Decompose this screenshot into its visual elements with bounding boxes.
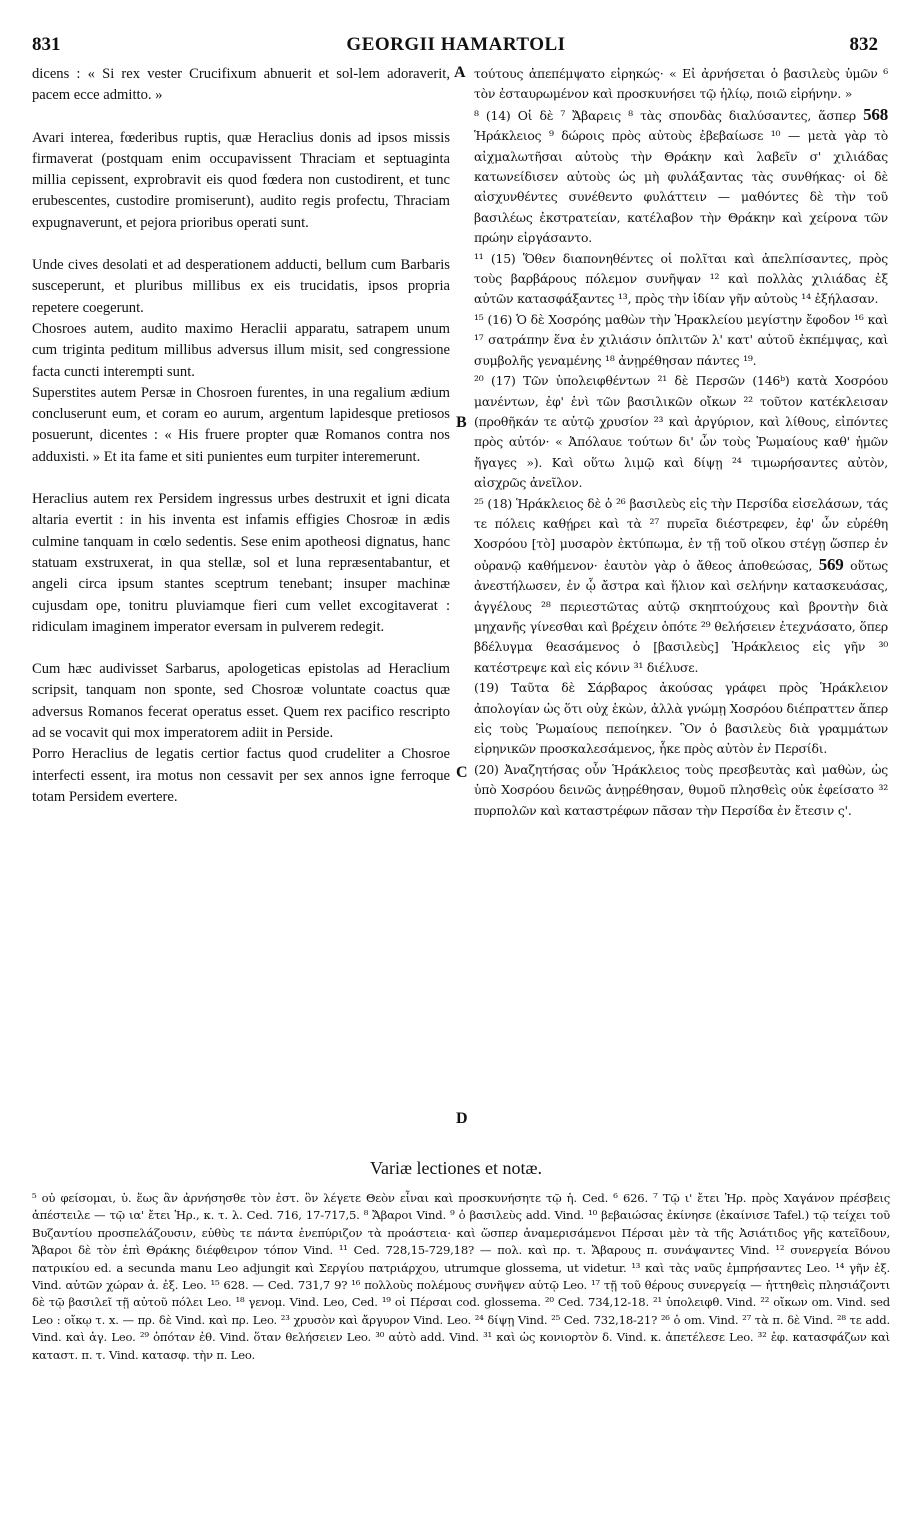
greek-paragraph: ²⁵ (18) Ἡράκλειος δὲ ὁ ²⁶ βασιλεὺς εἰς τὴν Περσίδα εἰσελάσων, τάς τε πόλεις καθῄρει καὶ τὰ ²⁷ πυρεῖα διέστρεφεν, ἐφ' ὧν εὑρέθη Χοσρόου [τὸ] μυσαρὸν ἐκτύπωμα, ἐν τῇ τοῦ οἴκου στέγῃ ὥσπερ ἐν οὐρανῷ καθήμενον· ἑαυτὸν γὰρ ὁ ἄθεος ἀποθεώσας, 569 οὕτως ἀνεστήλωσεν, ἐν ᾧ ἄστρα καὶ ἥλιον καὶ σελήνην κατασκευάσας, ἀγγέλους ²⁸ περιεστῶτας αὐτῷ σκηπτούχους καὶ βροντὴν διὰ μηχανῆς γίνεσθαι καὶ βρέχειν ὁπότε ²⁹ θελήσειεν ἐτεχνάσατο, ὅπερ βδέλυγμα θεασάμενος ὁ [βασιλεὺς] Ἡράκλειος εἰς γῆν ³⁰ κατέστρεψε καὶ εἰς κόνιν ³¹ διέλυσε. <box>474 495 888 675</box>
latin-paragraph: Heraclius autem rex Persidem ingressus urbes destruxit et igni dicata altaria evertit : in his inventa est infamis effigies Chosroæ in ædis culmine tanquam in cœlo sedentis. Sese enim apotheosi dignatus, hanc statuam exstruxerat, in qua stellæ, sol et luna repræsentabantur, et angeli circa ipsum stantes sceptrum tenebant; insuper machinæ cujusdam ope, tonitru pluviamque fieri cum vellet excogitaverat : ridiculam imaginem imperator eversam in pulverem redegit. <box>32 491 450 635</box>
greek-paragraph: (20) Ἀναζητήσας οὖν Ἡράκλειος τοὺς πρεσβευτὰς καὶ μαθὼν, ὡς ὑπὸ Χοσρόου δεινῶς ἀνῃρέθησαν, θυμοῦ πλησθεὶς οὐκ ἐφείσατο ³² πυρπολῶν καὶ καταστρέφων πᾶσαν τὴν Περσίδα ἐν ἔτεσιν ς'. <box>474 761 888 818</box>
greek-paragraph: ¹¹ (15) Ὅθεν διαπονηθέντες οἱ πολῖται καὶ ἀπελπίσαντες, πρὸς τοὺς βαρβάρους πόλεμον συνῆψαν ¹² καὶ πολλὰς χιλιάδας ἐξ αὐτῶν κατασφάξαντες ¹³, πρὸς τὴν ἰδίαν γῆν αὐτοὺς ¹⁴ ἐξήλασαν. <box>474 250 888 307</box>
latin-paragraph: Chosroes autem, audito maximo Heraclii apparatu, satrapem unum cum triginta peditum millibus adversus illum misit, sed congressione facta cuncti interempti sunt. <box>32 320 450 380</box>
page-number-right: 832 <box>849 34 878 55</box>
latin-column <box>32 64 450 808</box>
margin-letter-c: C <box>456 764 468 781</box>
margin-letter-b: B <box>456 414 467 431</box>
page-marker-569: 569 <box>818 554 844 574</box>
page-marker-568: 568 <box>863 104 889 124</box>
notes-text: ⁵ οὐ φείσομαι, ὑ. ἕως ἂν ἀρνήσησθε τὸν ἐστ. ὃν λέγετε Θεὸν εἶναι καὶ προσκυνήσητε τῷ ἡ. Ced. ⁶ 626. ⁷ Τῷ ι' ἔτει Ἡρ. πρὸς Χαγάνον πρέσβεις ἀπέστειλε — τῷ ια' ἔτει Ἡρ., κ. τ. λ. Ced. 716, 17-717,5. ⁸ Ἄβαροι Vind. ⁹ ὁ βασιλεὺς add. Vind. ¹⁰ βεβαιώσας ἐκίνησε (ἐκαίνισε Tafel.) τῷ τείχει τοῦ Βυζαντίου προσπελάζουσιν, εὐθὺς τε πάντα ἐνεπύριζον τὰ προάστεια· καὶ ὥσπερ ἀναμερισάμενοι Πέρσαι μὲν τὰ τῆς Ἀσιάτιδος γῆς κατεῖδουν, Ἄβαροι δὲ τὸν ἐπὶ Θράκης διέφθειρον τόπον Vind. ¹¹ Ced. 728,15-729,18? — πολ. καὶ πρ. τ. Ἄβαρους π. συνάψαντες Vind. ¹² συνεργεία Βόνου πατρικίου ed. a secunda manu Leo adjungit καὶ Σεργίου πατριάρχου, utrumque glossema, ut videtur. ¹³ καὶ τὰς ναῦς ἐμπρήσαντες Leo. ¹⁴ γῆν ἐξ. Vind. αὐτῶν χώραν ἀ. ἐξ. Leo. ¹⁵ 628. — Ced. 731,7 9? ¹⁶ πολλοὺς πολέμους συνῆψεν αὐτῷ Leo. ¹⁷ τῇ τοῦ θέρους συνεργείᾳ — ἡττηθεὶς πλησιάζοντι δὲ τῷ βασιλεῖ τῇ αὐτοῦ πόλει Leo. ¹⁸ γενομ. Vind. Leo, Ced. ¹⁹ οἱ Πέρσαι cod. glossema. ²⁰ Ced. 734,12-18. ²¹ ὑπολειφθ. Vind. ²² οἴκων om. Vind. sed Leo : οἴκῳ τ. x. — πρ. δὲ Vind. καὶ πρ. Leo. ²³ χρυσὸν καὶ ἄργυρον Vind. Leo. ²⁴ δίψῃ Vind. ²⁵ Ced. 732,18-21? ²⁶ ὁ om. Vind. ²⁷ τὰ π. δὲ Vind. ²⁸ τε add. Vind. καὶ ἀγ. Leo. ²⁹ ὁπόταν ἐθ. Vind. ὅταν θελήσειεν Leo. ³⁰ αὐτὸ add. Vind. ³¹ καὶ ὡς κονιορτὸν δ. Vind. κ. ἀπετέλεσε Leo. ³² ἐφ. κατασφάζων καὶ καταστ. π. τ. Vind. κατασφ. τὴν π. Leo. <box>32 1191 890 1362</box>
latin-paragraph: Cum hæc audivisset Sarbarus, apologeticas epistolas ad Heraclium scripsit, tanquam non sponte, sed Chosroæ voluntate coactus quæ adversus Romanos fecerat operatus esset. Quem rex pacifico rescripto ad se vocavit qui mox imperatorem adiit in Perside. <box>32 661 450 742</box>
latin-paragraph: Porro Heraclius de legatis certior factus quod crudeliter a Chosroe interfecti essent, ira motus non cessavit per sex annos igne ferroque totam Persidem evertere. <box>32 746 450 805</box>
running-title: GEORGII HAMARTOLI <box>346 34 566 55</box>
greek-paragraph: (19) Ταῦτα δὲ Σάρβαρος ἀκούσας γράφει πρὸς Ἡράκλειον ἀπολογίαν ὡς ὅτι οὐχ ἑκὼν, ἀλλὰ γνώμῃ Χοσρόου διέπραττεν ἅπερ εἰς τοὺς Ῥωμαίους πεποίηκεν. Ὃν ὁ βασιλεὺς διὰ γραμμάτων εἰρηνικῶν προσκαλεσάμενος, ἧκε πρὸς αὐτὸν ἐν Περσίδι. <box>474 680 888 757</box>
latin-paragraph: Unde cives desolati et ad desperationem adducti, bellum cum Barbaris susceperunt, et pluribus millibus ex eis trucidatis, ipsos propria repetere coegerunt. <box>32 257 450 316</box>
greek-paragraph: τούτους ἀπεπέμψατο εἰρηκώς· « Εἰ ἀρνήσεται ὁ βασιλεὺς ὑμῶν ⁶ τὸν ἐσταυρωμένον καὶ προσκυνήσει τῷ ἡλίῳ, ποιῶ εἰρήνην. » <box>474 66 888 102</box>
latin-paragraph: Superstites autem Persæ in Chosroen furentes, in una regalium ædium concluserunt eum, et coram eo aurum, argentum lapidesque pretiosos posuerunt, dicentes : « His fruere propter quæ Romanos contra nos adduxisti. » Et ita fame et siti punientes eum turpiter interemerunt. <box>32 384 450 465</box>
variant-readings-notes <box>32 1190 890 1364</box>
greek-paragraph: ⁸ (14) Οἱ δὲ ⁷ Ἄβαρεις ⁸ τὰς σπονδὰς διαλύσαντες, ἅσπερ 568 Ἡράκλειος ⁹ δώροις πρὸς αὐτοὺς ἐβεβαίωσε ¹⁰ — μετὰ γὰρ τὸ αἰχμαλωτῆσαι αὐτοὺς τὴν Θράκην καὶ λαβεῖν σ' χιλιάδας κατωνείδισεν αὐτοὺς ὡς μὴ φυλάξαντας τὰς συνθήκας· οἱ δὲ αἰσχυνθέντες συνέθεντο φυλάττειν — μαθόντες δὲ τὴν τοῦ βασιλέως ἐκστρατείαν, κατέλαβον τὴν Θράκην καὶ χείρονα τῶν πρώην εἰργάσαντο. <box>474 104 889 246</box>
page-number-left: 831 <box>32 34 61 55</box>
greek-paragraph: ¹⁵ (16) Ὁ δὲ Χοσρόης μαθὼν τὴν Ἡρακλείου μεγίστην ἔφοδον ¹⁶ καὶ ¹⁷ σατράπην ἕνα ἐν χιλιάσιν ὁπλιτῶν λ' κατ' αὐτοῦ ἐκπέμψας, καὶ συμβολῆς γεναμένης ¹⁸ ἀνῃρέθησαν πάντες ¹⁹. <box>474 311 888 368</box>
notes-heading: Variæ lectiones et notæ. <box>370 1158 542 1178</box>
margin-letter-a: A <box>454 64 466 81</box>
margin-letter-d: D <box>456 1110 468 1127</box>
greek-paragraph: ²⁰ (17) Τῶν ὑπολειφθέντων ²¹ δὲ Περσῶν (146ᵇ) κατὰ Χοσρόου μανέντων, ἐφ' ἑνὶ τῶν βασιλικῶν οἴκων ²² τοῦτον κατέκλεισαν (προθῆκάν τε αὐτῷ χρυσίον ²³ καὶ ἀργύριον, καὶ λίθους, εἰπόντες πρὸς αὐτόν· « Ἀπόλαυε τούτων δι' ὧν τοὺς Ῥωμαίους καθ' ἡμῶν ἤγαγες »). Καὶ οὕτω λιμῷ καὶ δίψῃ ²⁴ τιμωρήσαντες αὐτὸν, αἰσχρῶς ἀνεῖλον. <box>474 373 888 491</box>
greek-column <box>474 64 888 821</box>
latin-paragraph: dicens : « Si rex vester Crucifixum abnuerit et sol-lem adoraverit, pacem ecce admitto. » <box>32 66 450 104</box>
latin-paragraph: Avari interea, fœderibus ruptis, quæ Heraclius donis ad ipsos missis firmaverat (postquam enim occupavissent Thraciam et septuaginta millia cepissent, exprobravit eis quod fœdera non custodirent, et tunc erubescentes, custodire promiserunt), audito regis profectu, Thraciam expugnaverunt, et pejora prioribus operati sunt. <box>32 129 450 231</box>
